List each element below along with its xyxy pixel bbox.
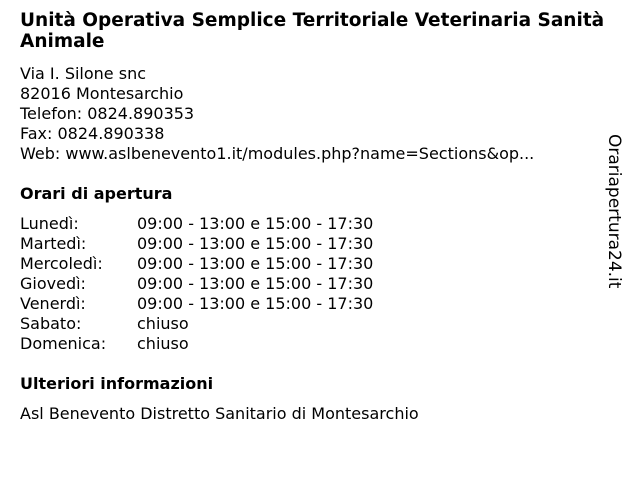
additional-info-heading: Ulteriori informazioni [20, 374, 214, 393]
day-label: Martedì: [20, 234, 87, 253]
hours-row-thursday [20, 274, 373, 294]
hours-value: 09:00 - 13:00 e 15:00 - 17:30 [137, 254, 374, 273]
contact-block [20, 64, 534, 164]
additional-info-text: Asl Benevento Distretto Sanitario di Montesarchio [20, 404, 419, 423]
hours-value: 09:00 - 13:00 e 15:00 - 17:30 [137, 214, 374, 233]
city-postcode: 82016 Montesarchio [20, 84, 184, 103]
hours-row-tuesday [20, 234, 373, 254]
opening-hours-heading: Orari di apertura [20, 184, 173, 203]
opening-hours-table [20, 214, 373, 354]
day-label: Lunedì: [20, 214, 79, 233]
hours-row-saturday [20, 314, 373, 334]
day-label: Mercoledì: [20, 254, 103, 273]
hours-value: 09:00 - 13:00 e 15:00 - 17:30 [137, 274, 374, 293]
hours-value: 09:00 - 13:00 e 15:00 - 17:30 [137, 294, 374, 313]
page-title: Unità Operativa Semplice Territoriale Veterinaria Sanità Animale [20, 10, 605, 52]
hours-row-monday [20, 214, 373, 234]
day-label: Giovedì: [20, 274, 86, 293]
hours-value: 09:00 - 13:00 e 15:00 - 17:30 [137, 234, 374, 253]
hours-value: chiuso [137, 314, 189, 333]
day-label: Domenica: [20, 334, 107, 353]
hours-row-wednesday [20, 254, 373, 274]
day-label: Sabato: [20, 314, 82, 333]
hours-row-sunday [20, 334, 373, 354]
fax-number: Fax: 0824.890338 [20, 124, 165, 143]
website-link[interactable]: Web: www.aslbenevento1.it/modules.php?name=Sections&op... [20, 144, 535, 163]
day-label: Venerdì: [20, 294, 86, 313]
hours-row-friday [20, 294, 373, 314]
site-watermark: Orariapertura24.it [604, 134, 624, 289]
street-address: Via I. Silone snc [20, 64, 146, 83]
phone-number: Telefon: 0824.890353 [20, 104, 195, 123]
hours-value: chiuso [137, 334, 189, 353]
